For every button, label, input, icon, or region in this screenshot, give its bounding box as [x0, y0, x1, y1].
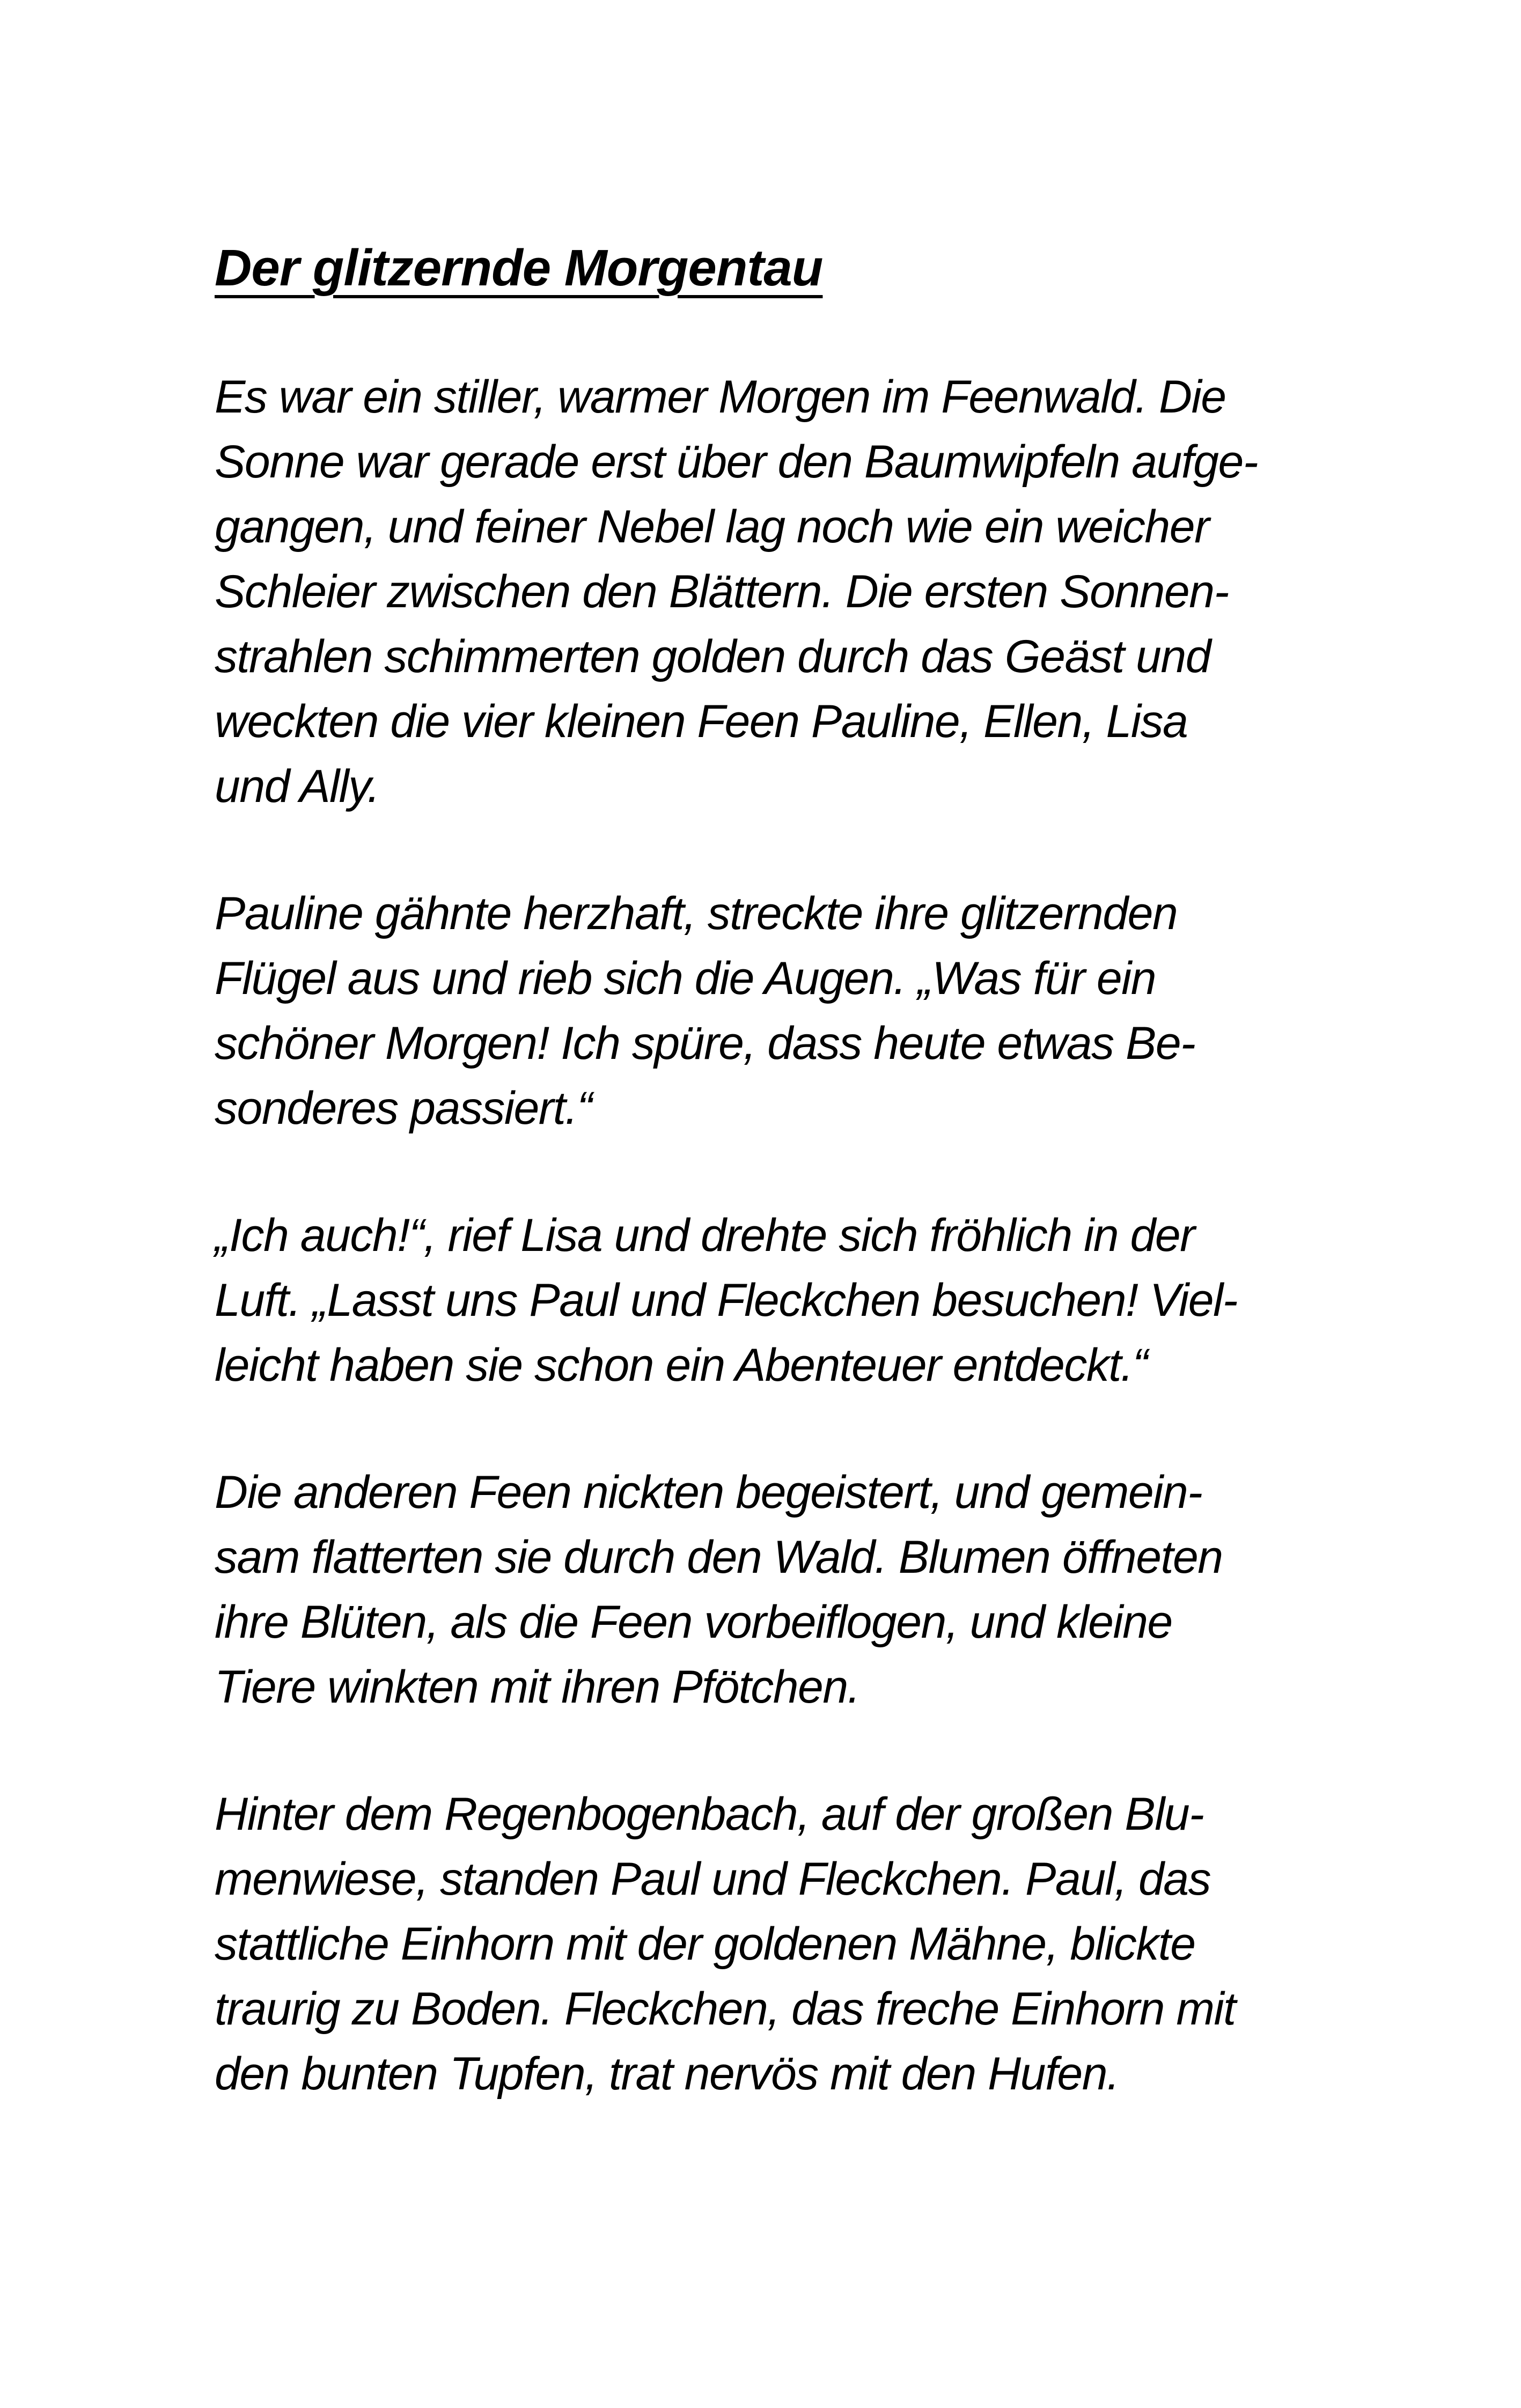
paragraph-1	[215, 365, 1331, 819]
text-line: sam flatterten sie durch den Wald. Blumen öffneten	[215, 1531, 1223, 1583]
text-line: Luft. „Lasst uns Paul und Fleckchen besuchen! Viel-	[215, 1275, 1237, 1326]
paragraph-4	[215, 1460, 1331, 1720]
text-line: traurig zu Boden. Fleckchen, das freche Einhorn mit	[215, 1983, 1236, 2035]
text-line: gangen, und feiner Nebel lag noch wie ein weicher	[215, 501, 1209, 553]
text-line: leicht haben sie schon ein Abenteuer entdeckt.“	[215, 1339, 1148, 1391]
text-line: Hinter dem Regenbogenbach, auf der großen Blu-	[215, 1788, 1204, 1840]
text-line: stattliche Einhorn mit der goldenen Mähne, blickte	[215, 1918, 1195, 1970]
text-line: Flügel aus und rieb sich die Augen. „Was für ein	[215, 953, 1156, 1004]
text-line: den bunten Tupfen, trat nervös mit den Hufen.	[215, 2048, 1119, 2100]
text-line: und Ally.	[215, 761, 379, 812]
text-line: ihre Blüten, als die Feen vorbeiflogen, und kleine	[215, 1596, 1172, 1648]
chapter-title: Der glitzernde Morgentau	[215, 239, 823, 297]
paragraph-3	[215, 1203, 1331, 1398]
text-line: sonderes passiert.“	[215, 1083, 592, 1134]
paragraph-5	[215, 1782, 1331, 2107]
text-line: Sonne war gerade erst über den Baumwipfeln aufge-	[215, 436, 1258, 488]
paragraph-2	[215, 881, 1331, 1141]
text-line: „Ich auch!“, rief Lisa und drehte sich fröhlich in der	[215, 1210, 1195, 1261]
page-content	[215, 236, 1331, 2169]
text-line: strahlen schimmerten golden durch das Geäst und	[215, 631, 1211, 682]
text-line: weckten die vier kleinen Feen Pauline, Ellen, Lisa	[215, 696, 1188, 747]
text-line: menwiese, standen Paul und Fleckchen. Paul, das	[215, 1853, 1211, 1905]
text-line: schöner Morgen! Ich spüre, dass heute etwas Be-	[215, 1018, 1195, 1069]
text-line: Die anderen Feen nickten begeistert, und gemein-	[215, 1467, 1202, 1518]
text-line: Schleier zwischen den Blättern. Die ersten Sonnen-	[215, 566, 1229, 617]
text-line: Es war ein stiller, warmer Morgen im Feenwald. Die	[215, 371, 1226, 423]
text-line: Pauline gähnte herzhaft, streckte ihre glitzernden	[215, 888, 1178, 939]
text-line: Tiere winkten mit ihren Pfötchen.	[215, 1661, 860, 1713]
